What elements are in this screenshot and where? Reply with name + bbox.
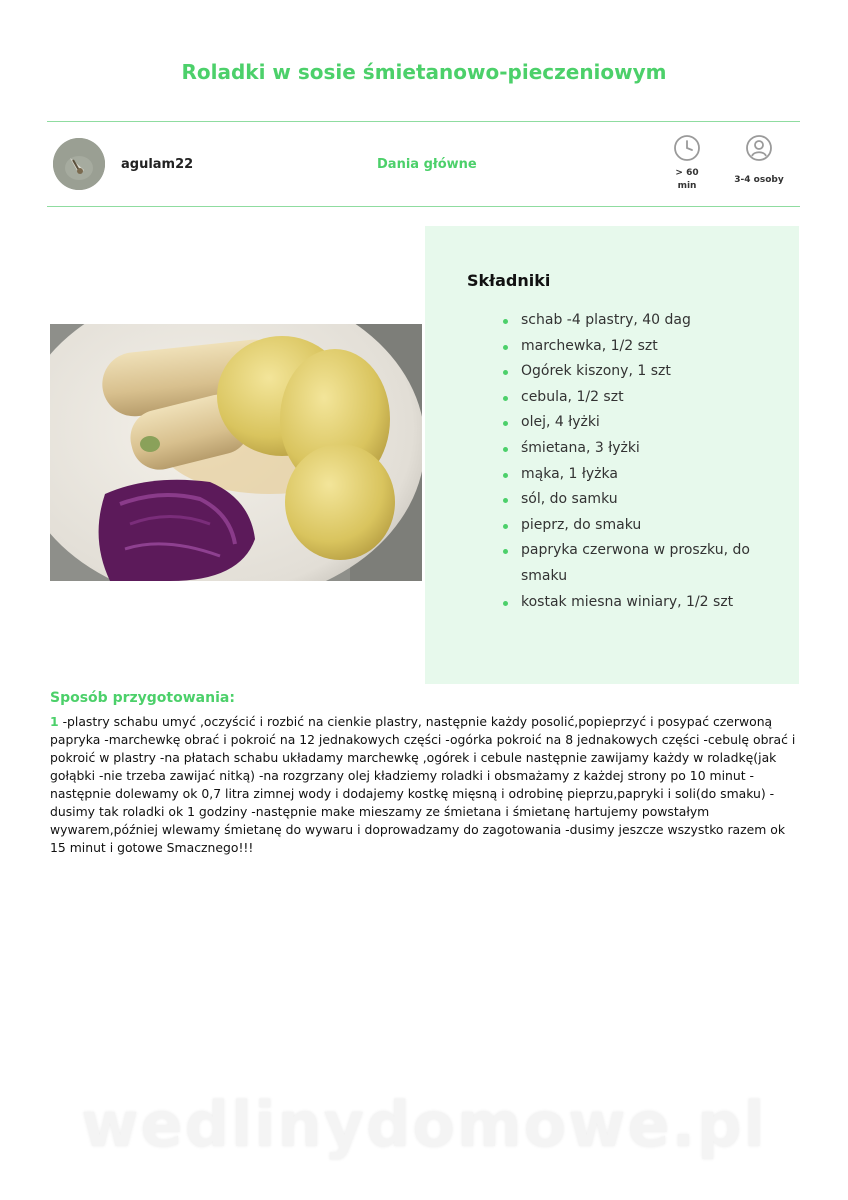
ingredient-item <box>503 334 783 360</box>
bullet-icon <box>503 601 508 606</box>
ingredients-list <box>503 308 783 615</box>
step-number: 1 <box>50 714 59 729</box>
bullet-icon <box>503 498 508 503</box>
ingredients-heading: Składniki <box>467 271 551 290</box>
servings-value: 3-4 osoby <box>734 175 784 185</box>
avatar-image <box>53 138 105 190</box>
ingredient-text: śmietana, 3 łyżki <box>521 439 640 456</box>
ingredient-text: pieprz, do smaku <box>521 516 642 533</box>
ingredient-item <box>503 410 783 436</box>
ingredient-item <box>503 513 783 539</box>
person-icon <box>745 134 773 162</box>
avatar[interactable] <box>53 138 105 190</box>
time-unit: min <box>677 181 697 191</box>
ingredient-text: marchewka, 1/2 szt <box>521 337 658 354</box>
recipe-title: Roladki w sosie śmietanowo-pieczeniowym <box>181 60 667 84</box>
bullet-icon <box>503 524 508 529</box>
bullet-icon <box>503 396 508 401</box>
ingredient-item <box>503 385 783 411</box>
ingredients-panel <box>425 226 799 684</box>
time-amount: > 60 <box>675 168 699 178</box>
bullet-icon <box>503 319 508 324</box>
step-text: -plastry schabu umyć ,oczyścić i rozbić na cienkie plastry, następnie każdy posolić,popieprzyć i posypać czerwoną papryka -marchewkę obrać i pokroić na 12 jednakowych części -ogórka pokroić na 8 jednakowych części -cebulę obrać i pokroić w plastry -na płatach schabu układamy marchewkę ,ogórek i cebule następnie zawijamy każdy w roladkę(jak gołąbki -nie trzeba zawijać nitką) -na rozgrzany olej kładziemy roladki i obsmażamy z każdej strony po 10 minut -następnie dolewamy ok 0,7 litra zimnej wody i dodajemy kostkę mięsną i odrobinę pieprzu,papryki i soli(do smaku) -dusimy tak roladki ok 1 godziny -następnie make mieszamy ze śmietana i śmietanę hartujemy powstałym wywarem,później wlewamy śmietanę do wywaru i doprowadzamy do zagotowania -dusimy jeszcze wszystko razem ok 15 minut i gotowe Smacznego!!! <box>50 714 796 855</box>
dish-illustration <box>50 324 422 581</box>
ingredient-text: olej, 4 łyżki <box>521 414 600 431</box>
ingredient-item <box>503 538 783 589</box>
watermark: wedlinydomowe.pl <box>81 1088 767 1161</box>
bullet-icon <box>503 473 508 478</box>
time-value <box>667 167 707 193</box>
bullet-icon <box>503 447 508 452</box>
ingredient-item <box>503 590 783 616</box>
ingredient-item <box>503 308 783 334</box>
ingredient-item <box>503 359 783 385</box>
method-text <box>50 713 798 857</box>
ingredient-text: schab -4 plastry, 40 dag <box>521 312 691 328</box>
dish-photo <box>50 324 422 581</box>
bullet-icon <box>503 370 508 375</box>
ingredient-item <box>503 487 783 513</box>
method-heading: Sposób przygotowania: <box>50 690 235 706</box>
header-bottom-divider <box>47 206 800 207</box>
bullet-icon <box>503 421 508 426</box>
ingredient-text: mąka, 1 łyżka <box>521 465 618 482</box>
ingredient-text: kostak miesna winiary, 1/2 szt <box>521 593 734 610</box>
author-name[interactable]: agulam22 <box>121 157 194 172</box>
ingredient-text: Ogórek kiszony, 1 szt <box>521 363 671 380</box>
ingredient-item <box>503 436 783 462</box>
bullet-icon <box>503 345 508 350</box>
top-divider <box>47 121 800 122</box>
category-link[interactable]: Dania główne <box>377 157 477 172</box>
clock-icon <box>673 134 701 162</box>
ingredient-text: papryka czerwona w proszku, do smaku <box>521 542 750 584</box>
ingredient-item <box>503 462 783 488</box>
ingredient-text: cebula, 1/2 szt <box>521 388 624 405</box>
ingredient-text: sól, do samku <box>521 491 618 508</box>
bullet-icon <box>503 549 508 554</box>
